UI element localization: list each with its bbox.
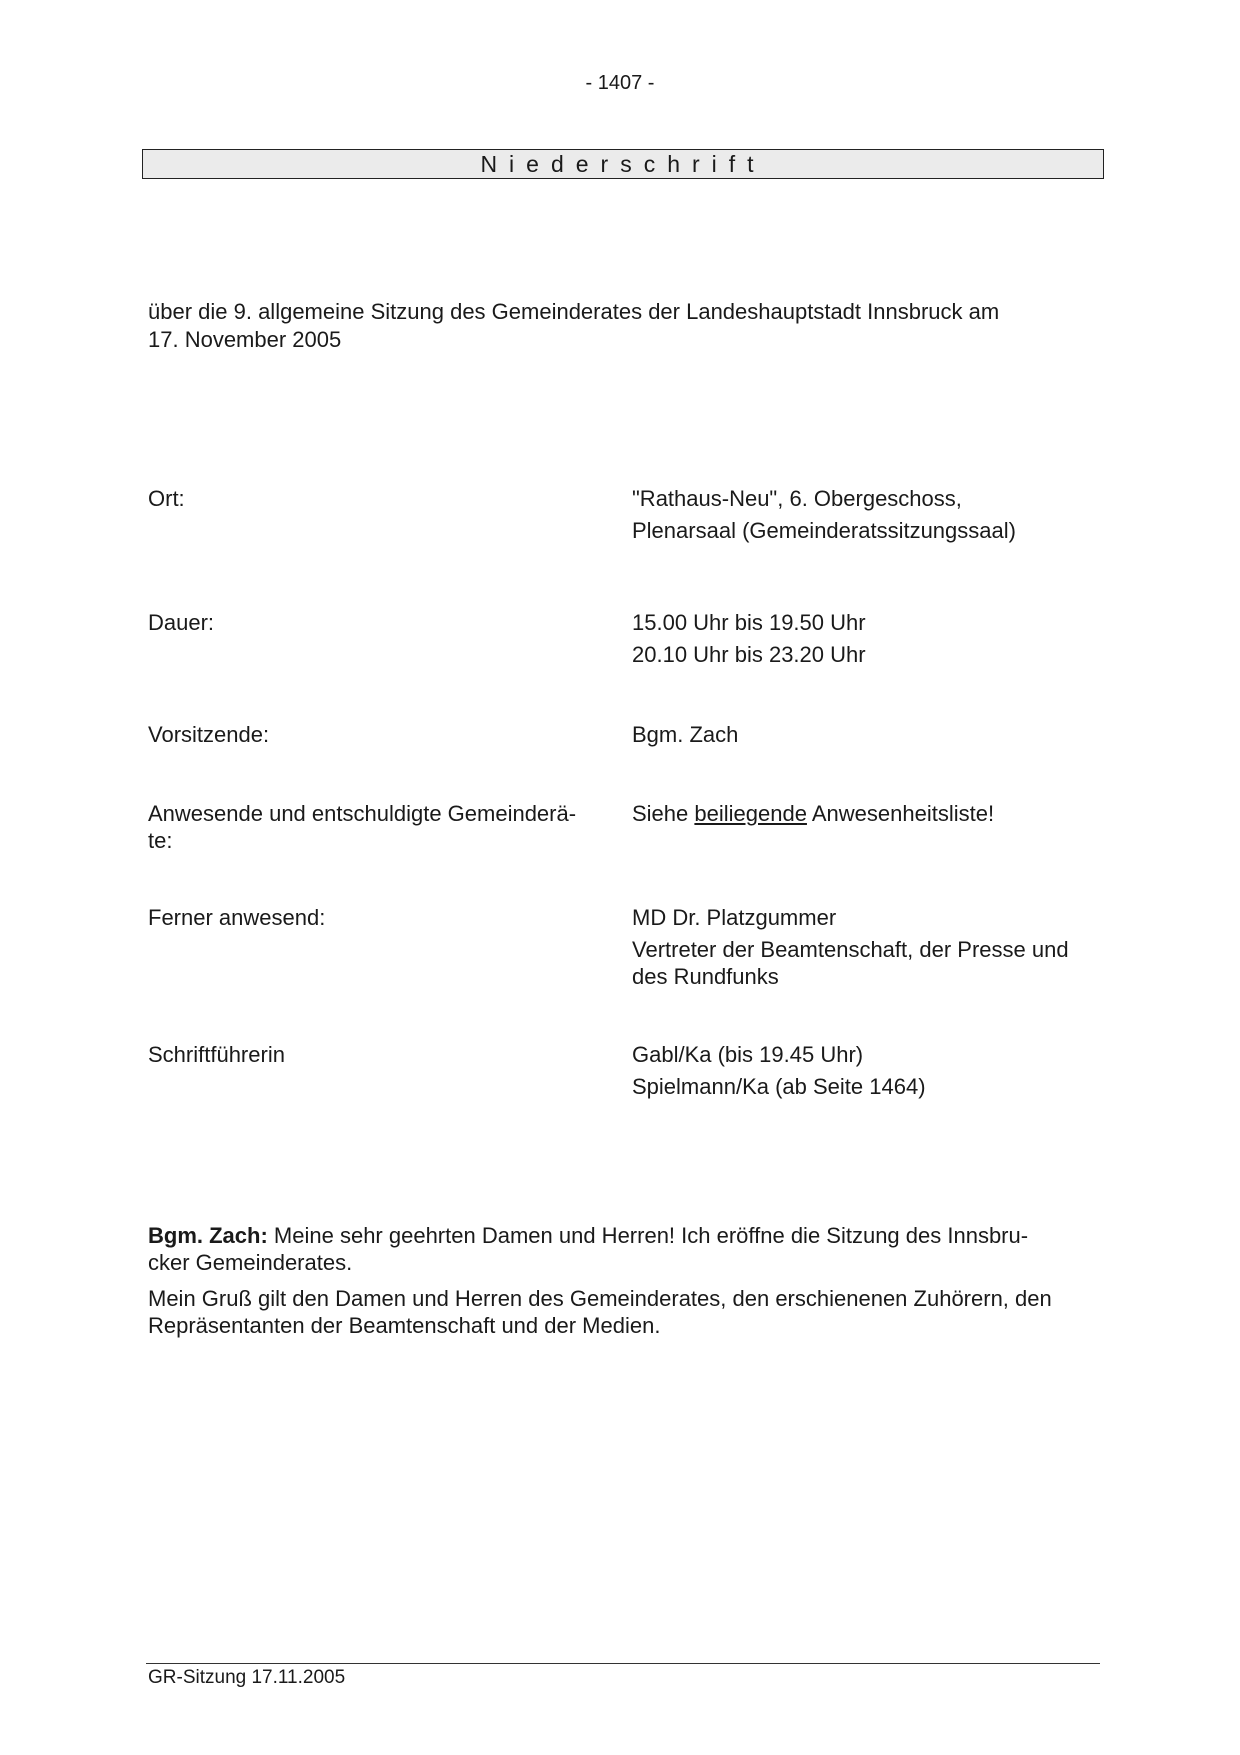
document-title: Niederschrift: [142, 149, 1104, 179]
field-value-line: Bgm. Zach: [632, 722, 739, 747]
speech-text: Repräsentanten der Beamtenschaft und der Medien.: [148, 1313, 661, 1338]
value-text: Siehe: [632, 801, 689, 826]
field-label: Ferner anwesend:: [148, 905, 326, 930]
field-value-line: Plenarsaal (Gemeinderatssitzungssaal): [632, 518, 1016, 543]
speech-paragraph: [148, 1285, 1098, 1339]
speech-text: Meine sehr geehrten Damen und Herren! Ich eröffne die Sitzung des Innsbru-: [273, 1223, 1029, 1248]
value-text: Anwesenheitsliste!: [811, 801, 995, 826]
page-footer: GR-Sitzung 17.11.2005: [148, 1667, 346, 1688]
field-value: [632, 721, 1112, 753]
intro-text: [148, 298, 1098, 354]
speech-text: cker Gemeinderates.: [148, 1250, 353, 1275]
field-value: [632, 800, 1112, 832]
field-label: [148, 800, 608, 854]
field-value-line: 20.10 Uhr bis 23.20 Uhr: [632, 642, 866, 667]
field-label-line: Anwesende und entschuldigte Gemeinderä-: [148, 801, 577, 826]
footer-divider: [146, 1663, 1100, 1664]
intro-line: über die 9. allgemeine Sitzung des Gemeinderates der Landeshauptstadt Innsbruck am: [148, 299, 1000, 324]
field-value-subline: des Rundfunks: [632, 964, 779, 989]
field-value-line: MD Dr. Platzgummer: [632, 905, 837, 930]
intro-line: 17. November 2005: [148, 327, 342, 352]
field-value: [632, 609, 1112, 673]
field-value-line: [632, 800, 1112, 827]
field-value-subline: Vertreter der Beamtenschaft, der Presse und: [632, 937, 1069, 962]
field-label-line: te:: [148, 828, 173, 853]
field-label: Vorsitzende:: [148, 722, 270, 747]
speech-section: [148, 1222, 1098, 1348]
page-number: - 1407 -: [585, 72, 655, 94]
field-label: Schriftführerin: [148, 1042, 285, 1067]
underlined-text: beiliegende: [694, 801, 807, 826]
field-label: Dauer:: [148, 610, 215, 635]
field-value: [632, 904, 1112, 995]
field-label: Ort:: [148, 486, 185, 511]
field-value-line: 15.00 Uhr bis 19.50 Uhr: [632, 610, 866, 635]
field-value-line: Spielmann/Ka (ab Seite 1464): [632, 1074, 926, 1099]
speech-text: Mein Gruß gilt den Damen und Herren des Gemeinderates, den erschienenen Zuhörern, den: [148, 1286, 1052, 1311]
speech-paragraph: [148, 1222, 1098, 1276]
field-value-line: [632, 936, 1112, 990]
field-value: [632, 1041, 1112, 1105]
field-value: [632, 485, 1112, 549]
speaker-name: Bgm. Zach:: [148, 1223, 268, 1248]
field-value-line: Gabl/Ka (bis 19.45 Uhr): [632, 1042, 864, 1067]
field-value-line: "Rathaus-Neu", 6. Obergeschoss,: [632, 486, 962, 511]
